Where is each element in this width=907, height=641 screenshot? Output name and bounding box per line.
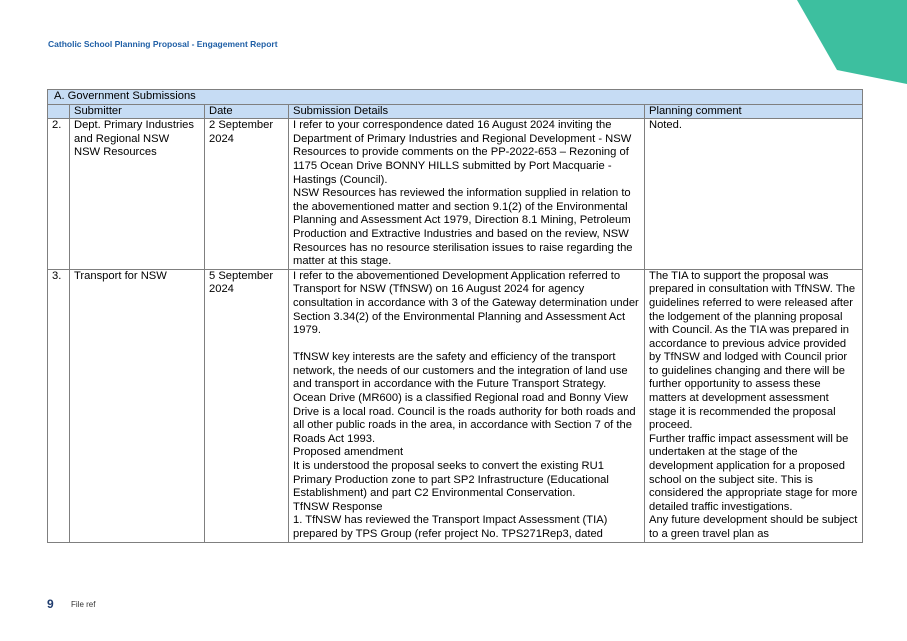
submitter-name: Transport for NSW — [74, 269, 167, 282]
details-cell — [289, 119, 645, 270]
column-header-details: Submission Details — [289, 104, 645, 119]
column-header-number — [48, 104, 70, 119]
details-paragraph: I refer to the abovementioned Development Application referred to Transport for NSW (TfNSW) on 16 August 2024 for agency consultation in accordance with 3 of the Gateway determination under Section 3.34(2) of the Environmental Planning and Assessment Act 1979. — [293, 269, 639, 337]
column-header-submitter: Submitter — [70, 104, 205, 119]
section-title: A. Government Submissions — [48, 90, 863, 105]
details-paragraph: TfNSW key interests are the safety and efficiency of the transport network, the needs of our customers and the integration of land use and transport in accordance with the Future Transport Strategy. — [293, 351, 628, 391]
submitter-cell — [70, 269, 205, 542]
details-paragraph: I refer to your correspondence dated 16 August 2024 inviting the Department of Primary Industries and Regional Development - NSW Resources to provide comments on the PP-2022-653 – Rezoning of 1175 Ocean Drive BONNY HILLS submitted by Port Macquarie - Hastings (Council). — [293, 119, 632, 186]
corner-decoration — [797, 0, 907, 90]
document-header-title: Catholic School Planning Proposal - Engagement Report — [48, 39, 278, 49]
column-header-date: Date — [205, 104, 289, 119]
details-paragraph: It is understood the proposal seeks to convert the existing RU1 Primary Production zone to part SP2 Infrastructure (Educational Establishment) and part C2 Environmental Conservation. — [293, 460, 609, 500]
comment-paragraph: The TIA to support the proposal was prepared in consultation with TfNSW. The guidelines referred to were released after the lodgement of the planning proposal with Council. As the TIA was prepared in accordance to previous advice provided by TfNSW and lodged with Council prior to guidelines changing and there will be further opportunity to assess these matters at development assessment stage it is recommended the proposal proceed. — [649, 269, 856, 432]
submitter-division: NSW Resources — [74, 146, 157, 159]
details-paragraph: NSW Resources has reviewed the information supplied in relation to the abovementioned matter and section 9.1(2) of the Environmental Planning and Assessment Act 1979, Direction 8.1 Mining, Petroleum Production and Extractive Industries and based on the review, NSW Resources has no resource sterilisation issues to raise regarding the matter at this stage. — [293, 187, 633, 268]
comment-paragraph: Noted. — [649, 119, 682, 132]
details-paragraph: Ocean Drive (MR600) is a classified Regional road and Bonny View Drive is a local road. Council is the roads authority for both roads and all other public roads in the area, in accordance with Section 7 of the Roads Act 1993. — [293, 392, 636, 445]
page-number: 9 — [47, 597, 54, 611]
date-cell: 5 September 2024 — [205, 269, 289, 542]
comment-cell — [645, 119, 863, 270]
details-subheading: TfNSW Response — [293, 500, 383, 513]
table-row — [48, 269, 863, 542]
column-header-row — [48, 104, 863, 119]
comment-paragraph: Further traffic impact assessment will be undertaken at the stage of the development application for a proposed school on the subject site. This is considered the appropriate stage for more detailed traffic investigations. — [649, 432, 858, 513]
date-cell: 2 September 2024 — [205, 119, 289, 270]
file-ref: File ref — [71, 600, 96, 609]
row-number: 3. — [48, 269, 70, 542]
details-paragraph: 1. TfNSW has reviewed the Transport Impact Assessment (TIA) prepared by TPS Group (refer project No. TPS271Rep3, dated — [293, 514, 608, 540]
table-row — [48, 119, 863, 270]
submitter-name: Dept. Primary Industries and Regional NSW — [74, 119, 194, 145]
column-header-comment: Planning comment — [645, 104, 863, 119]
section-header-row — [48, 90, 863, 105]
details-cell — [289, 269, 645, 542]
submitter-cell — [70, 119, 205, 270]
submissions-table — [47, 89, 863, 543]
details-subheading: Proposed amendment — [293, 446, 404, 459]
comment-paragraph: Any future development should be subject to a green travel plan as — [649, 514, 858, 540]
row-number: 2. — [48, 119, 70, 270]
comment-cell — [645, 269, 863, 542]
